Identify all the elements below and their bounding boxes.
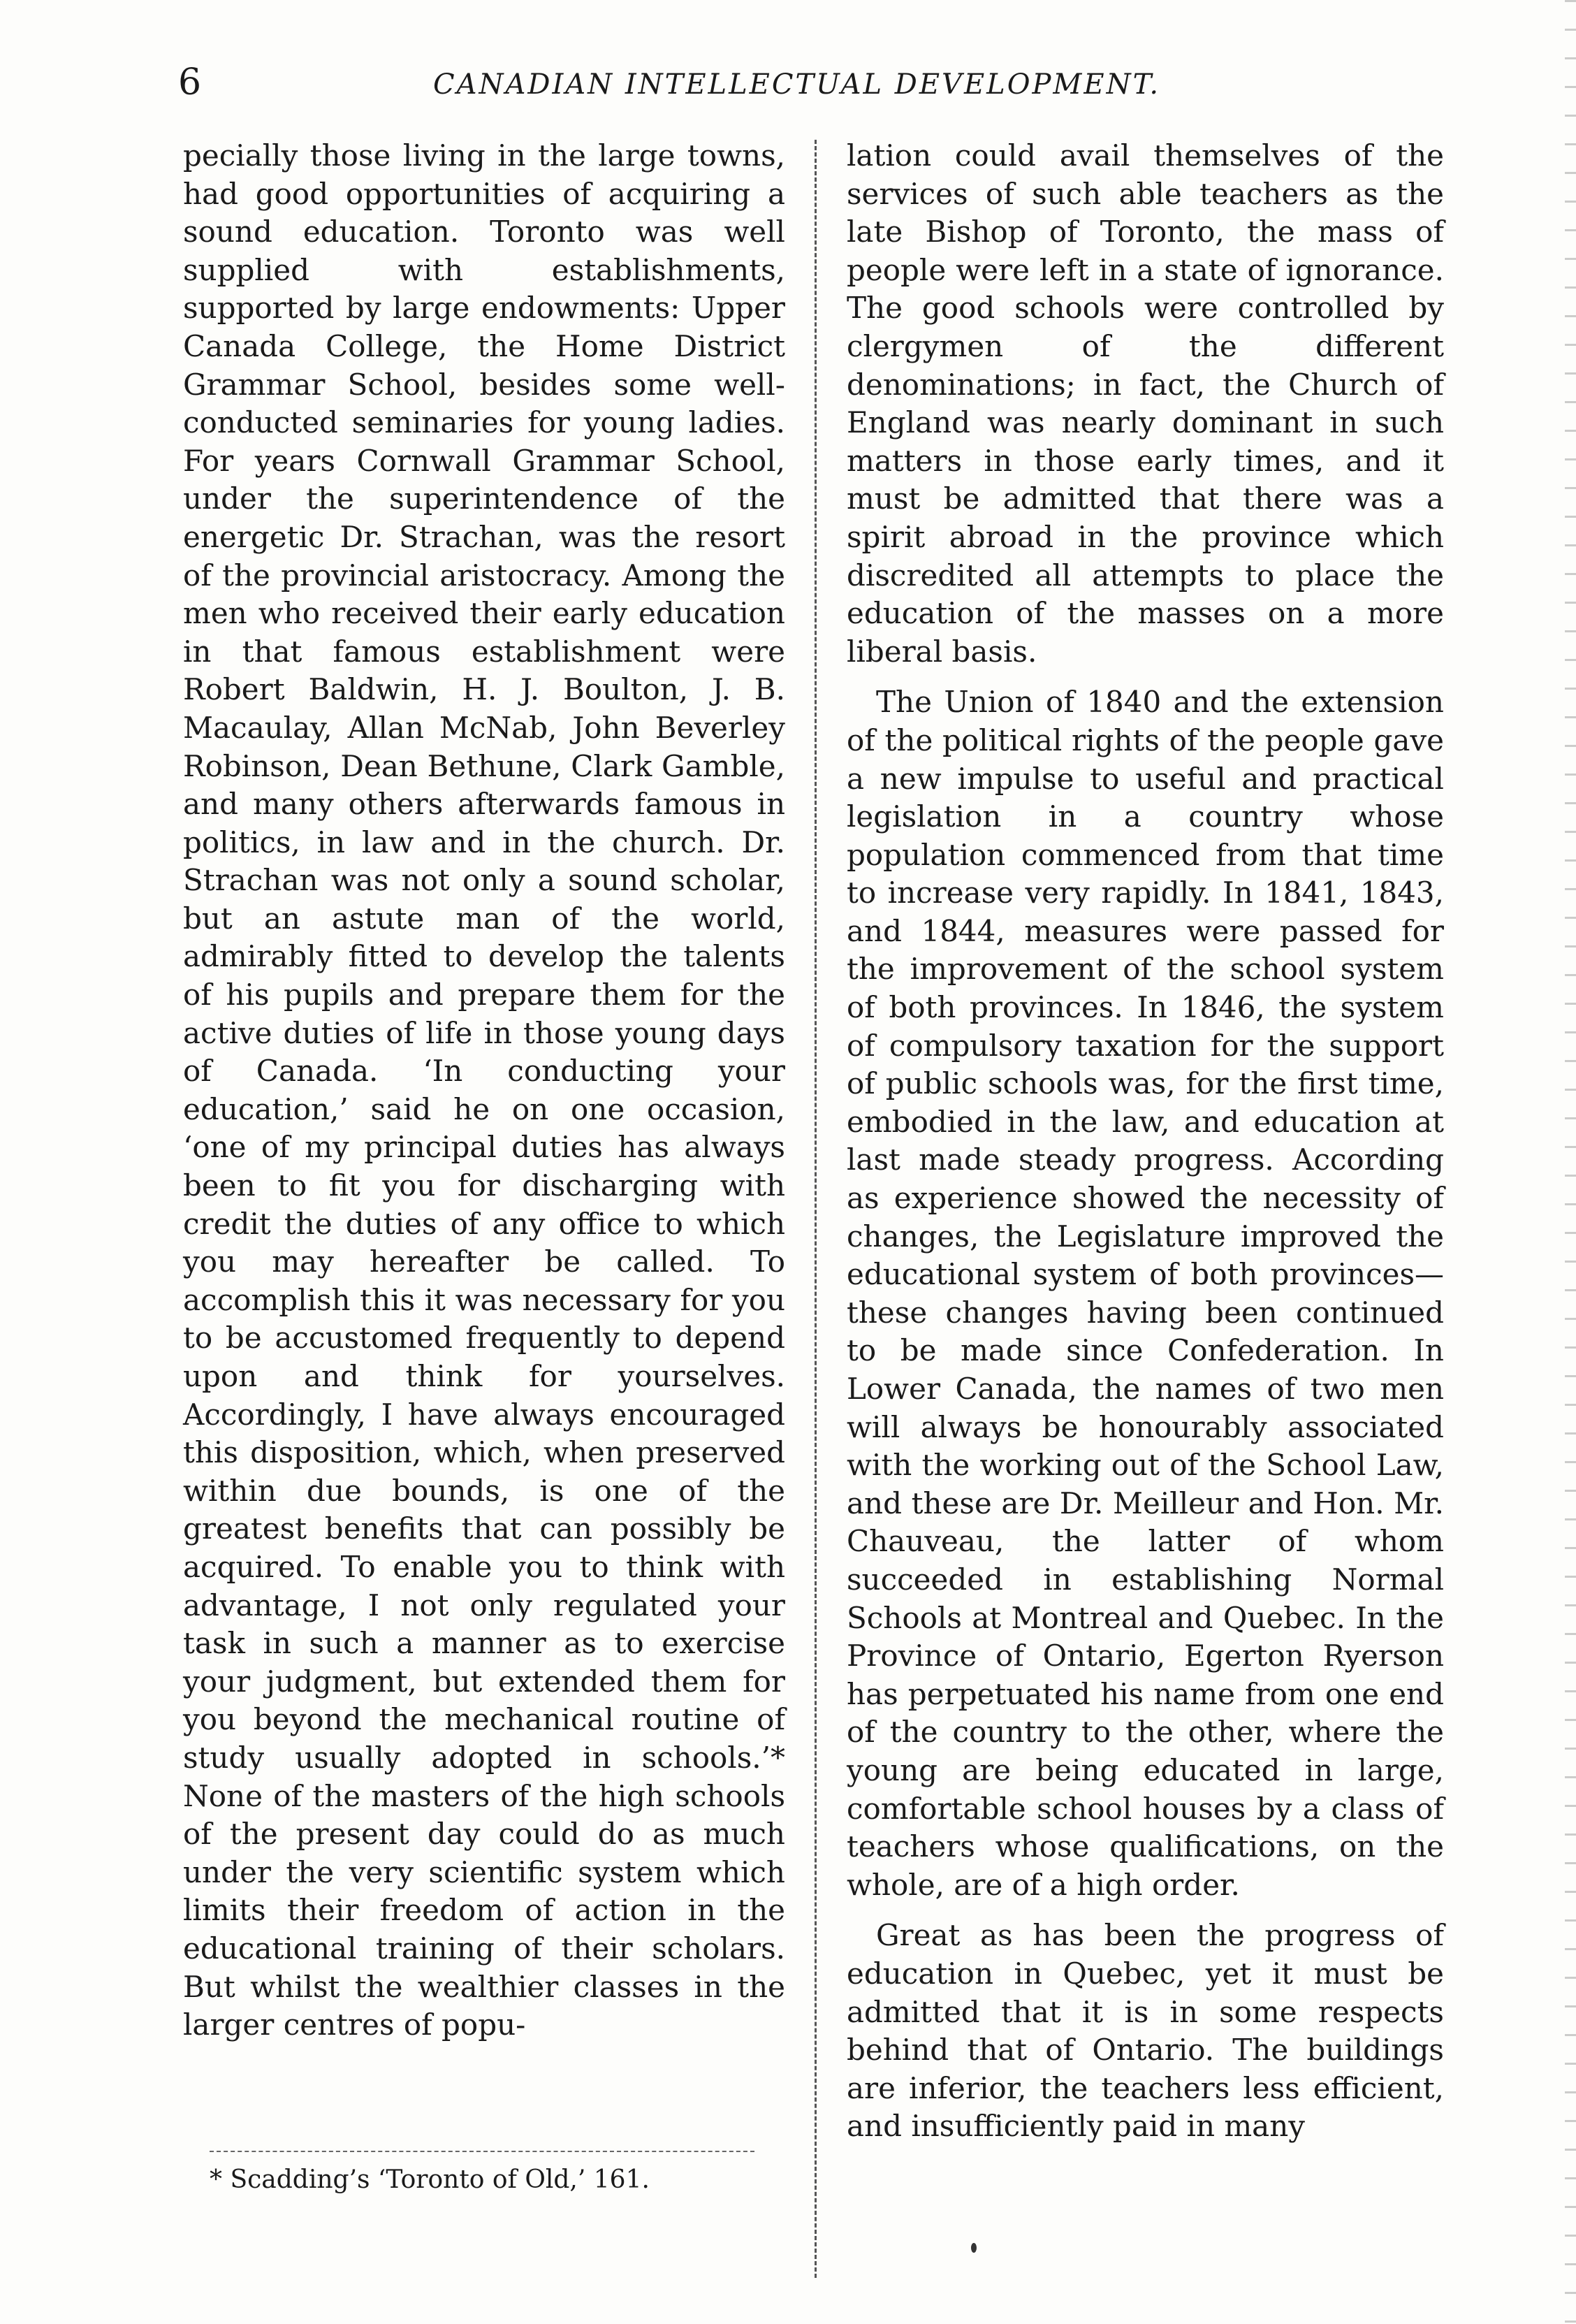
footnote: * Scadding’s ‘Toronto of Old,’ 161. — [210, 2165, 650, 2194]
right-paragraph-2: The Union of 1840 and the extension of the political rights of the people gave a new impulse to useful and practical legislation in a country whose population commenced from that time to increase very rapidly. In 1841, 1843, and 1844, measures were passed for the improvement of the school system of both provinces. In 1846, the system of compulsory taxation for the support of public schools was, for the first time, embodied in the law, and education at last made steady progress. According as experience showed the necessity of changes, the Legislature improved the educational system of both provinces—these changes having been continued to be made since Confederation. In Lower Canada, the names of two men will always be honourably associated with the working out of the School Law, and these are Dr. Meilleur and Hon. Mr. Chauveau, the latter of whom succeeded in establishing Normal Schools at Montreal and Quebec. In the Province of Ontario, Egerton Ryerson has perpetuated his name from one end of the country to the other, where the young are being educated in large, comfortable school houses by a class of teachers whose qualifications, on the whole, are of a high order. — [847, 685, 1444, 1902]
left-paragraph-1: pecially those living in the large towns, had good opportunities of acquiring a sound education. Toronto was well supplied with establishments, supported by large endowments: Upper Canada College, the Home District Grammar School, besides some well-conducted seminaries for young ladies. For years Cornwall Grammar School, under the superintendence of the energetic Dr. Strachan, was the resort of the provincial aristocracy. Among the men who received their early education in that famous establishment were Robert Baldwin, H. J. Boulton, J. B. Macaulay, Allan McNab, John Beverley Robinson, Dean Bethune, Clark Gamble, and many others afterwards famous in politics, in law and in the church. Dr. Strachan was not only a sound scholar, but an astute man of the world, admirably fitted to develop the talents of his pupils and prepare them for the active duties of life in those young days of Canada. ‘In conducting your education,’ said he on one occasion, ‘one of my principal duties has always been to fit you for discharging with credit the duties of any office to which you may hereafter be called. To accomplish this it was necessary for you to be accustomed frequently to depend upon and think for yourselves. Accordingly, I have always encouraged this disposition, which, when preserved within due bounds, is one of the greatest benefits that can possibly be acquired. To enable you to think with advantage, I not only regulated your task in such a manner as to exercise your judgment, but extended them for you beyond the mechanical routine of study usually adopted in schools.’* None of the masters of the high schools of the present day could do as much under the very scientific system which limits their freedom of action in the educational training of their scholars. But whilst the wealthier classes in the larger centres of popu- — [183, 138, 785, 2042]
page-edge-scan-noise — [1565, 0, 1576, 2324]
left-column — [183, 137, 785, 2045]
right-paragraph-3: Great as has been the progress of education in Quebec, yet it must be admitted that it is in some respects behind that of Ontario. The buildings are inferior, the teachers less efficient, and insufficiently paid in many — [847, 1918, 1444, 2144]
column-divider — [815, 140, 817, 2278]
footnote-separator — [210, 2151, 754, 2152]
ink-speck — [971, 2243, 977, 2253]
page-number: 6 — [178, 61, 202, 103]
right-paragraph-1: lation could avail themselves of the services of such able teachers as the late Bishop of Toronto, the mass of people were left in a state of ignorance. The good schools were controlled by clergymen of the different denominations; in fact, the Church of England was nearly dominant in such matters in those early times, and it must be admitted that there was a spirit abroad in the province which discredited all attempts to place the education of the masses on a more liberal basis. — [847, 138, 1444, 669]
right-column — [847, 137, 1444, 2146]
running-title: CANADIAN INTELLECTUAL DEVELOPMENT. — [433, 68, 1161, 101]
